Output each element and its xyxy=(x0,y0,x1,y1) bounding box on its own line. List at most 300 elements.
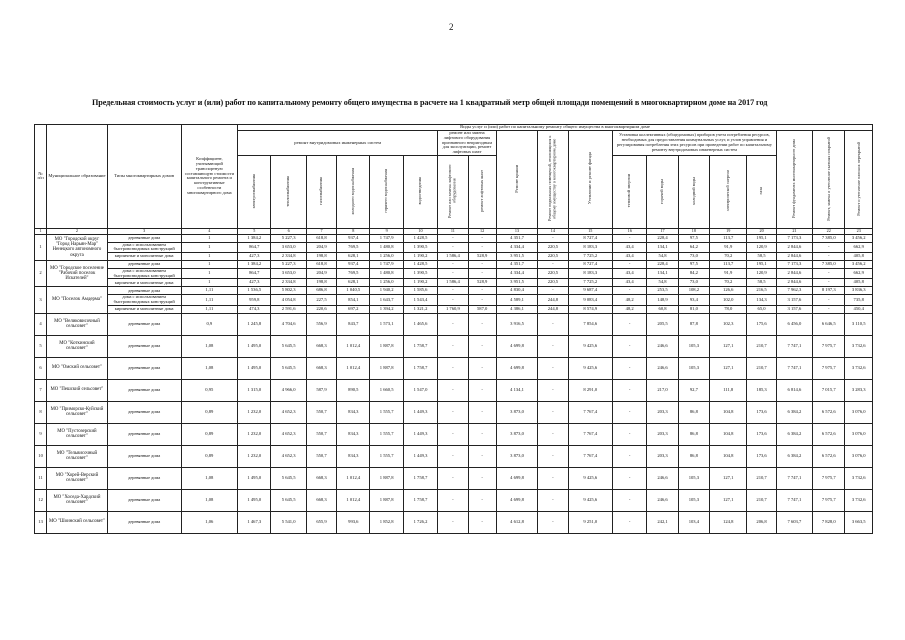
cost-value: 3 873,0 xyxy=(496,401,537,423)
header-drain: водоотведения xyxy=(403,156,437,229)
cost-value: 686,8 xyxy=(306,287,336,295)
cost-value: 1 232,0 xyxy=(238,445,271,467)
cost-value: 427,3 xyxy=(238,279,271,287)
cost-value: 7 975,7 xyxy=(813,467,845,489)
cost-value: 3 456,2 xyxy=(845,234,873,242)
house-type: деревянные дома xyxy=(107,313,181,335)
cost-value: 7 747,1 xyxy=(776,357,812,379)
cost-value: 4 830,4 xyxy=(496,287,537,295)
cost-value: - xyxy=(538,313,568,335)
cost-value: 1 536,5 xyxy=(238,287,271,295)
cost-value: 7 767,4 xyxy=(568,423,612,445)
header-mo: Муниципальное образование xyxy=(47,125,108,229)
cost-value: 1 012,4 xyxy=(337,357,370,379)
column-number: 18 xyxy=(678,228,709,234)
cost-value: 3 653,0 xyxy=(271,269,306,279)
cost-value: 127,1 xyxy=(710,335,747,357)
coefficient: 1,06 xyxy=(181,511,238,533)
header-m-hot: горячей воды xyxy=(647,156,678,229)
cost-value: 4 612,8 xyxy=(496,511,537,533)
cost-value: 9 425,6 xyxy=(568,489,612,511)
cost-value: - xyxy=(438,423,468,445)
row-number: 2 xyxy=(35,261,47,287)
house-type: деревянные дома xyxy=(107,379,181,401)
cost-value: 210,7 xyxy=(747,357,776,379)
cost-value: 1 449,3 xyxy=(403,401,437,423)
cost-value: 1 384,2 xyxy=(238,234,271,242)
house-type: кирпичные и монолитные дома xyxy=(107,305,181,313)
cost-value: 1 555,7 xyxy=(370,401,403,423)
cost-value: - xyxy=(613,234,647,242)
cost-value: 7 173,3 xyxy=(776,261,812,269)
table-row xyxy=(35,357,873,379)
cost-value: 1 852,8 xyxy=(370,511,403,533)
cost-value: - xyxy=(468,242,496,252)
cost-value: - xyxy=(813,305,845,313)
cost-value: 104,8 xyxy=(710,445,747,467)
cost-value: 173,6 xyxy=(747,423,776,445)
municipality-name: МО "Шоинский сельсовет" xyxy=(47,511,108,533)
cost-value: - xyxy=(468,511,496,533)
cost-value: 7 385,0 xyxy=(813,234,845,242)
cost-value: 1 573,1 xyxy=(370,313,403,335)
cost-value: 9 251,0 xyxy=(568,511,612,533)
cost-value: 4 699,8 xyxy=(496,335,537,357)
cost-value: - xyxy=(613,379,647,401)
cost-value: 7 747,1 xyxy=(776,335,812,357)
coefficient: 1,11 xyxy=(181,287,238,295)
cost-value: 204,9 xyxy=(306,242,336,252)
table-row xyxy=(35,445,873,467)
cost-value: 3 916,5 xyxy=(496,313,537,335)
house-type: деревянные дома xyxy=(107,287,181,295)
cost-value: 528,9 xyxy=(468,279,496,287)
cost-value: - xyxy=(613,467,647,489)
cost-value: 668,3 xyxy=(306,335,336,357)
cost-value: 8 727,4 xyxy=(568,261,612,269)
column-number: 2 xyxy=(47,228,108,234)
cost-value: 9 425,6 xyxy=(568,357,612,379)
cost-value: - xyxy=(538,467,568,489)
column-number: 5 xyxy=(238,228,271,234)
table-row xyxy=(35,234,873,242)
cost-value: - xyxy=(438,242,468,252)
cost-value: 97,5 xyxy=(678,261,709,269)
coefficient: 1 xyxy=(181,234,238,242)
cost-value: 405,8 xyxy=(845,253,873,261)
municipality-name: МО "Поселок Амдерма" xyxy=(47,287,108,313)
cost-value: 6 456,0 xyxy=(776,313,812,335)
cost-value: 113,7 xyxy=(710,234,747,242)
header-works: Виды услуг и (или) работ по капитальному ремонту общего имущества в многоквартирном доме xyxy=(238,125,873,131)
cost-value: 1 555,7 xyxy=(370,445,403,467)
cost-value: - xyxy=(613,511,647,533)
cost-value: 204,9 xyxy=(306,269,336,279)
column-number: 22 xyxy=(813,228,845,234)
cost-value: 1 887,8 xyxy=(370,489,403,511)
cost-value: 5 802,3 xyxy=(271,287,306,295)
cost-value: 4 699,8 xyxy=(496,489,537,511)
cost-value: 8 291,0 xyxy=(568,379,612,401)
cost-value: 93,4 xyxy=(678,295,709,305)
header-foundation: Ремонт фундамента многоквартирного дома xyxy=(776,130,812,228)
municipality-name: МО "Пешский сельсовет" xyxy=(47,379,108,401)
header-roof-pitched: Ремонт, замена и утепление скатных покрытий xyxy=(813,130,845,228)
cost-value: 86,8 xyxy=(678,445,709,467)
cost-value: 4 386,1 xyxy=(496,305,537,313)
cost-value: 1 467,3 xyxy=(238,511,271,533)
table-row xyxy=(35,253,873,261)
cost-value: 1 495,0 xyxy=(238,467,271,489)
cost-value: 8 183,3 xyxy=(568,269,612,279)
cost-value: 587,0 xyxy=(468,305,496,313)
cost-value: 1 547,0 xyxy=(403,379,437,401)
cost-value: 173,6 xyxy=(747,445,776,467)
cost-value: 1 321,2 xyxy=(403,305,437,313)
cost-value: 1 480,8 xyxy=(370,269,403,279)
table-body xyxy=(35,234,873,533)
cost-value: 3 157,6 xyxy=(776,305,812,313)
cost-value: 864,7 xyxy=(238,269,271,279)
coefficient: 0,9 xyxy=(181,313,238,335)
cost-value: 1 449,3 xyxy=(403,445,437,467)
cost-value: 4 334,4 xyxy=(496,269,537,279)
cost-value: 427,3 xyxy=(238,253,271,261)
cost-value: - xyxy=(613,287,647,295)
row-number: 9 xyxy=(35,423,47,445)
cost-value: 4 351,7 xyxy=(496,234,537,242)
cost-value: 662,9 xyxy=(845,269,873,279)
cost-value: 227,5 xyxy=(306,295,336,305)
cost-value: 6 814,6 xyxy=(776,379,812,401)
cost-value: 7 747,1 xyxy=(776,489,812,511)
cost-value: 834,3 xyxy=(337,401,370,423)
cost-value: 127,1 xyxy=(710,357,747,379)
cost-value: 3 157,6 xyxy=(776,295,812,305)
cost-value: 3 732,6 xyxy=(845,489,873,511)
column-number: 20 xyxy=(747,228,776,234)
cost-value: 5 541,0 xyxy=(271,511,306,533)
table-row xyxy=(35,401,873,423)
cost-value: 92,7 xyxy=(678,379,709,401)
row-number: 8 xyxy=(35,401,47,423)
cost-value: 1 012,4 xyxy=(337,467,370,489)
cost-table xyxy=(34,124,873,534)
cost-value: 937,4 xyxy=(337,261,370,269)
cost-value: - xyxy=(438,295,468,305)
table-row xyxy=(35,287,873,295)
cost-value: 43,4 xyxy=(613,269,647,279)
cost-value: 43,4 xyxy=(613,279,647,287)
table-row xyxy=(35,261,873,269)
table-row xyxy=(35,335,873,357)
cost-value: 120,9 xyxy=(747,242,776,252)
header-m-heat: тепловой энергии xyxy=(613,156,647,229)
cost-value: 73,0 xyxy=(678,279,709,287)
cost-value: 854,1 xyxy=(337,295,370,305)
house-type: дома с использованием быстровозводимых конструкций xyxy=(107,242,181,252)
cost-value: 1 040,5 xyxy=(337,287,370,295)
cost-value: 1 256,0 xyxy=(370,253,403,261)
cost-value: 7 975,7 xyxy=(813,335,845,357)
cost-value: 205,5 xyxy=(647,313,678,335)
coefficient: 1,11 xyxy=(181,295,238,305)
house-type: деревянные дома xyxy=(107,335,181,357)
cost-value: 1 758,7 xyxy=(403,335,437,357)
row-number: 7 xyxy=(35,379,47,401)
cost-value: 246,6 xyxy=(647,335,678,357)
cost-value: 834,3 xyxy=(337,445,370,467)
cost-value: 78,0 xyxy=(710,305,747,313)
cost-value: 104,8 xyxy=(710,423,747,445)
cost-value: 3 653,0 xyxy=(271,242,306,252)
cost-value: 1 758,7 xyxy=(403,357,437,379)
coefficient: 1 xyxy=(181,261,238,269)
cost-value: 668,3 xyxy=(306,467,336,489)
house-type: дома с использованием быстровозводимых конструкций xyxy=(107,269,181,279)
cost-value: - xyxy=(438,287,468,295)
cost-value: - xyxy=(538,489,568,511)
cost-value: 7 725,2 xyxy=(568,253,612,261)
cost-value: 6 384,2 xyxy=(776,401,812,423)
document-title: Предельная стоимость услуг и (или) работ по капитальному ремонту общего имущества в расчете на 1 квадратный метр общей площади помещений в многоквартирном доме на 2017 год xyxy=(92,98,768,107)
coefficient: 1,11 xyxy=(181,305,238,313)
cost-value: - xyxy=(538,357,568,379)
cost-value: - xyxy=(438,445,468,467)
table-row xyxy=(35,467,873,489)
table-row xyxy=(35,279,873,287)
cost-value: 70,2 xyxy=(710,279,747,287)
municipality-name: МО "Приморско-Куйский сельсовет" xyxy=(47,401,108,423)
cost-value: 3 732,6 xyxy=(845,467,873,489)
cost-value: 134,1 xyxy=(647,269,678,279)
cost-value: 6 384,2 xyxy=(776,423,812,445)
cost-value: 5 645,5 xyxy=(271,357,306,379)
cost-value: 1 428,5 xyxy=(403,234,437,242)
cost-value: 587,9 xyxy=(306,379,336,401)
municipality-name: МО "Городское поселение "Рабочий поселок Искателей" xyxy=(47,261,108,287)
cost-value: 4 699,8 xyxy=(496,357,537,379)
cost-value: 8 727,4 xyxy=(568,234,612,242)
cost-value: 8 183,3 xyxy=(568,242,612,252)
cost-value: - xyxy=(468,379,496,401)
cost-value: 175,6 xyxy=(747,313,776,335)
cost-value: 834,3 xyxy=(337,423,370,445)
cost-value: 1 758,7 xyxy=(403,489,437,511)
cost-value: - xyxy=(468,287,496,295)
row-number: 3 xyxy=(35,287,47,313)
cost-value: 65,0 xyxy=(747,305,776,313)
cost-value: 195,1 xyxy=(747,234,776,242)
cost-value: 253,5 xyxy=(647,287,678,295)
cost-value: 7 747,1 xyxy=(776,467,812,489)
cost-value: - xyxy=(438,357,468,379)
cost-value: 216,5 xyxy=(747,287,776,295)
column-number: 19 xyxy=(710,228,747,234)
cost-value: 220,6 xyxy=(306,305,336,313)
cost-value: 210,7 xyxy=(747,467,776,489)
column-number: 11 xyxy=(438,228,468,234)
row-number: 10 xyxy=(35,445,47,467)
cost-value: 48,2 xyxy=(613,305,647,313)
house-type: деревянные дома xyxy=(107,511,181,533)
cost-value: - xyxy=(613,489,647,511)
row-number: 1 xyxy=(35,234,47,260)
table-row xyxy=(35,242,873,252)
cost-value: 7 015,7 xyxy=(813,379,845,401)
cost-value: - xyxy=(468,335,496,357)
cost-value: 84,2 xyxy=(678,269,709,279)
cost-value: 1 643,7 xyxy=(370,295,403,305)
cost-value: 105,3 xyxy=(678,335,709,357)
cost-value: 450,4 xyxy=(845,305,873,313)
cost-value: 73,0 xyxy=(678,253,709,261)
municipality-name: МО "Пустозерский сельсовет" xyxy=(47,423,108,445)
cost-value: 246,6 xyxy=(647,489,678,511)
cost-value: 3 663,5 xyxy=(845,511,873,533)
cost-value: 1 190,2 xyxy=(403,279,437,287)
cost-value: 1 390,5 xyxy=(403,242,437,252)
cost-value: 113,7 xyxy=(710,261,747,269)
header-gas: газоснабжения xyxy=(306,156,336,229)
cost-value: 890,5 xyxy=(337,379,370,401)
cost-value: 3 456,2 xyxy=(845,261,873,269)
house-type: деревянные дома xyxy=(107,401,181,423)
cost-value: - xyxy=(613,423,647,445)
cost-value: 843,7 xyxy=(337,313,370,335)
column-number: 10 xyxy=(403,228,437,234)
cost-value: 48,2 xyxy=(613,295,647,305)
cost-value: 5 645,5 xyxy=(271,335,306,357)
cost-value: 54,8 xyxy=(647,279,678,287)
cost-value: - xyxy=(438,511,468,533)
cost-value: - xyxy=(538,511,568,533)
table-row xyxy=(35,305,873,313)
cost-value: 244,8 xyxy=(538,295,568,305)
header-meters: Установка коллективных (общедомовых) приборов учета потребления ресурсов, необходимых для предоставления коммунальных услуг, и узлов управления и регулирования потребления этих ресурсов при проведении работ по капитальному ремонту внутридомовых инженерных систем xyxy=(613,130,777,155)
cost-value: 1 555,7 xyxy=(370,423,403,445)
cost-value: 220,5 xyxy=(538,253,568,261)
cost-value: 4 589,1 xyxy=(496,295,537,305)
cost-value: 528,9 xyxy=(468,253,496,261)
cost-value: 1 012,4 xyxy=(337,489,370,511)
cost-value: - xyxy=(538,423,568,445)
header-type: Типы многоквартирных домов xyxy=(107,125,181,229)
cost-value: 6 384,2 xyxy=(776,445,812,467)
row-number: 12 xyxy=(35,489,47,511)
cost-value: 3 076,0 xyxy=(845,401,873,423)
cost-value: - xyxy=(468,261,496,269)
cost-value: 2 844,6 xyxy=(776,269,812,279)
column-number: 12 xyxy=(468,228,496,234)
cost-value: 1 585,6 xyxy=(403,287,437,295)
cost-value: 198,8 xyxy=(306,279,336,287)
cost-value: 1 940,2 xyxy=(370,287,403,295)
header-elevator: ремонт или замена лифтового оборудования признанного непригодным для эксплуатации, ремонт лифтовых шахт xyxy=(438,130,497,155)
cost-value: 1 887,8 xyxy=(370,357,403,379)
house-type: кирпичные и монолитные дома xyxy=(107,279,181,287)
cost-value: 3 076,0 xyxy=(845,423,873,445)
cost-value: 405,8 xyxy=(845,279,873,287)
header-shaft: ремонт лифтовых шахт xyxy=(468,156,496,229)
cost-value: 126,6 xyxy=(710,287,747,295)
table-header xyxy=(35,125,873,235)
cost-value: - xyxy=(438,313,468,335)
header-electro: электроснабжения xyxy=(238,156,271,229)
cost-value: 7 962,3 xyxy=(776,287,812,295)
cost-value: 173,6 xyxy=(747,401,776,423)
coefficient: 1 xyxy=(181,269,238,279)
cost-value: 97,5 xyxy=(678,234,709,242)
row-number: 5 xyxy=(35,335,47,357)
cost-value: 7 725,2 xyxy=(568,279,612,287)
cost-value: 86,8 xyxy=(678,423,709,445)
cost-value: 655,9 xyxy=(306,511,336,533)
cost-value: 2 591,6 xyxy=(271,305,306,313)
cost-value: - xyxy=(613,357,647,379)
cost-value: 1 428,5 xyxy=(403,261,437,269)
column-number: 6 xyxy=(271,228,306,234)
cost-value: 217,0 xyxy=(647,379,678,401)
cost-value: 1 660,5 xyxy=(370,379,403,401)
cost-value: 7 975,7 xyxy=(813,489,845,511)
cost-value: 124,8 xyxy=(710,511,747,533)
cost-value: 7 603,7 xyxy=(776,511,812,533)
house-type: деревянные дома xyxy=(107,423,181,445)
coefficient: 0,89 xyxy=(181,445,238,467)
cost-value: 3 732,6 xyxy=(845,357,873,379)
cost-value: 220,5 xyxy=(538,269,568,279)
cost-value: 104,8 xyxy=(710,401,747,423)
column-number: 21 xyxy=(776,228,812,234)
cost-value: 864,7 xyxy=(238,242,271,252)
cost-value: 618,8 xyxy=(306,261,336,269)
cost-value: 7 767,4 xyxy=(568,445,612,467)
cost-value: 1 887,8 xyxy=(370,467,403,489)
cost-value: 3 836,3 xyxy=(845,287,873,295)
column-number: 9 xyxy=(370,228,403,234)
table-row xyxy=(35,511,873,533)
cost-value: 1 232,0 xyxy=(238,401,271,423)
table-row xyxy=(35,313,873,335)
cost-value: 5 227,3 xyxy=(271,261,306,269)
cost-value: - xyxy=(538,335,568,357)
table-row xyxy=(35,379,873,401)
column-number: 16 xyxy=(613,228,647,234)
cost-value: 2 844,6 xyxy=(776,279,812,287)
cost-value: - xyxy=(438,489,468,511)
cost-value: 662,9 xyxy=(845,242,873,252)
cost-value: 102,3 xyxy=(710,313,747,335)
cost-value: 3 873,0 xyxy=(496,445,537,467)
cost-value: 1 245,8 xyxy=(238,313,271,335)
cost-value: 8 197,3 xyxy=(813,287,845,295)
cost-value: 9 083,4 xyxy=(568,295,612,305)
coefficient: 1 xyxy=(181,253,238,261)
cost-value: 8 574,9 xyxy=(568,305,612,313)
cost-value: - xyxy=(538,445,568,467)
cost-value: - xyxy=(468,467,496,489)
cost-value: 1 480,8 xyxy=(370,242,403,252)
header-heat: теплоснабжения xyxy=(271,156,306,229)
cost-value: 1 495,0 xyxy=(238,357,271,379)
column-number: 8 xyxy=(337,228,370,234)
cost-value: 1 394,2 xyxy=(370,305,403,313)
column-number: 3 xyxy=(107,228,181,234)
cost-value: 105,3 xyxy=(678,489,709,511)
cost-value: 3 283,3 xyxy=(845,379,873,401)
cost-value: 7 173,3 xyxy=(776,234,812,242)
